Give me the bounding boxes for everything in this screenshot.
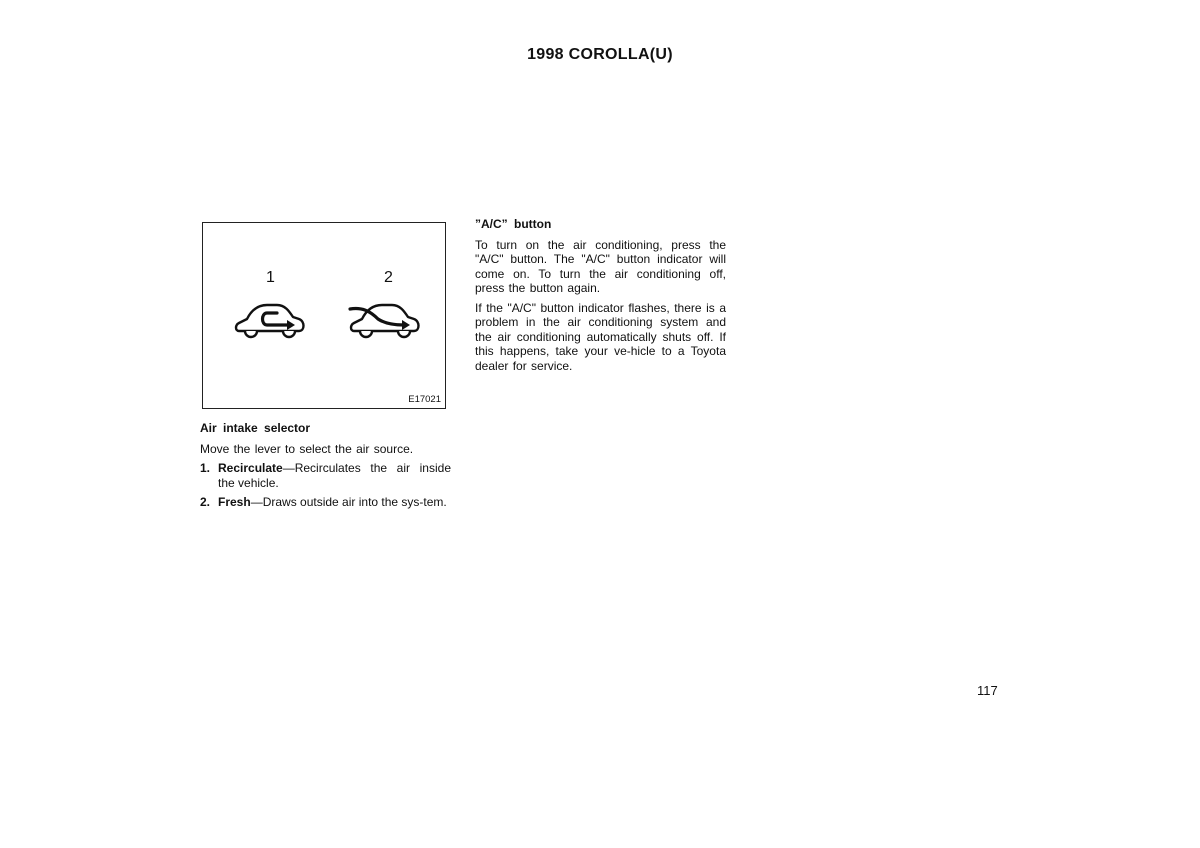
air-intake-intro: Move the lever to select the air source. [200,441,414,456]
list-item-number: 2. [200,495,211,509]
figure-label-1: 1 [266,269,275,286]
list-item-term: Fresh [218,495,251,509]
recirculate-car-icon [233,301,307,341]
ac-paragraph-1: To turn on the air conditioning, press the "A/C" button. The "A/C" button indicator will come on. To turn the air conditioning off, press the button again. [475,237,726,295]
air-intake-section [200,421,451,515]
list-item-text [218,495,451,510]
list-item-description: —Recirculates the air inside the vehicle. [218,461,451,490]
manual-title: 1998 COROLLA(U) [527,46,673,63]
ac-paragraph-2: If the "A/C" button indicator flashes, there is a problem in the air conditioning system and the air conditioning automatically shuts off. If this happens, take your ve-hicle to a Toyota dealer for service. [475,300,726,373]
list-item-description: —Draws outside air into the sys-tem. [250,495,447,509]
list-item-number: 1. [200,461,211,475]
air-intake-figure [202,222,446,409]
figure-label-2: 2 [384,269,393,286]
fresh-air-car-icon [348,301,422,341]
list-item [200,461,451,490]
ac-button-section [475,217,726,378]
figure-code: E17021 [408,394,441,405]
page-number: 117 [977,683,998,698]
list-item-term: Recirculate [218,461,283,475]
list-item-text [218,461,451,490]
air-intake-heading: Air intake selector [200,421,311,435]
list-item [200,495,451,510]
ac-button-heading: ”A/C” button [475,217,552,231]
